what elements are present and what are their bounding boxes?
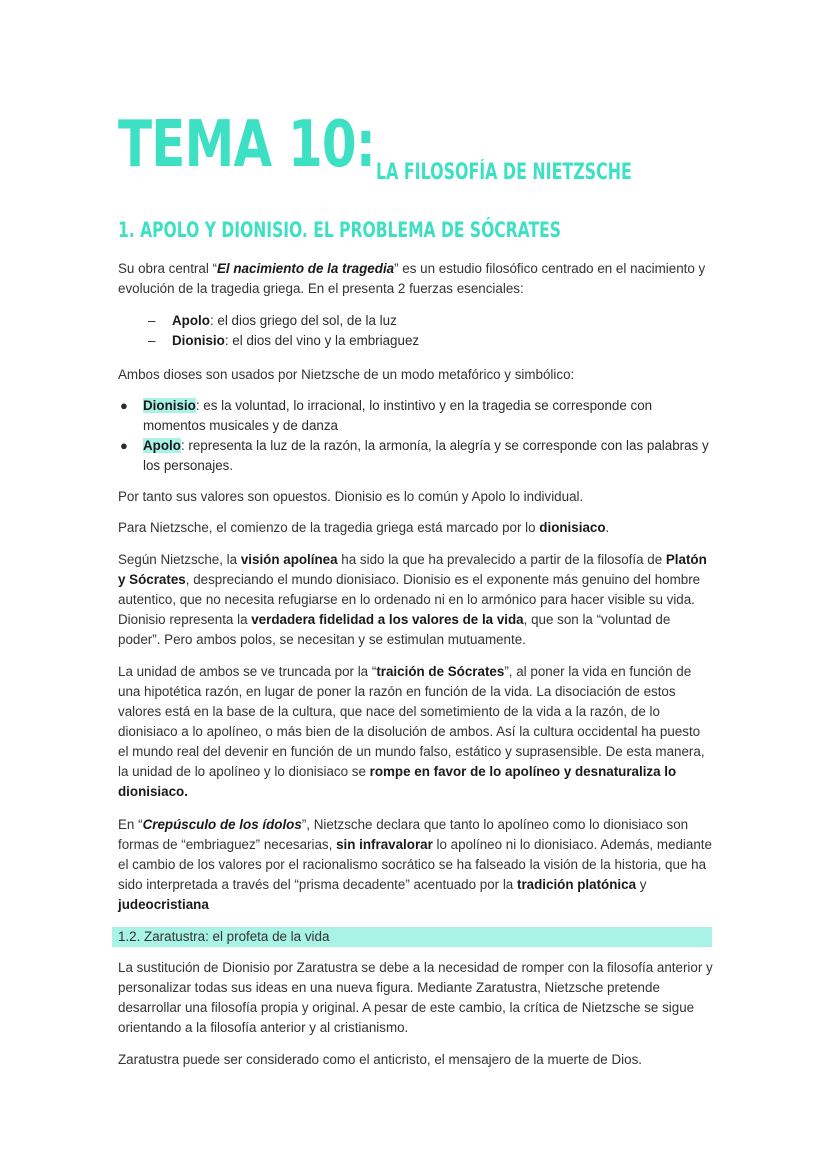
term: visión apolínea (240, 552, 338, 567)
paragraph-9: Zaratustra puede ser considerado como el anticristo, el mensajero de la muerte de Dios. (118, 1052, 642, 1067)
title-main: TEMA 10: (118, 108, 376, 182)
term: Platón y Sócrates (118, 552, 707, 587)
text: ”, al poner la vida en función de una hipotética razón, en lugar de poner la razón en función de la vida. La disociación de estos valores está en la base de la cultura, que nace del sometimiento de la vida a la razón, de lo dionisiaco a lo apolíneo, o más bien de la disolución de ambos. Así la cultura occidental ha puesto el mundo real del devenir en función de un mundo falso, estático y suprasensible. De esta manera, la unidad de lo apolíneo y lo dionisiaco se (118, 664, 705, 779)
paragraph-2: Ambos dioses son usados por Nietzsche de un modo metafórico y simbólico: (118, 367, 575, 382)
text: y (636, 877, 647, 892)
term: traición de Sócrates (376, 664, 505, 679)
term: rompe en favor de lo apolíneo y desnaturaliza lo dionisiaco. (118, 764, 677, 799)
title-subtitle: LA FILOSOFÍA DE NIETZSCHE (376, 160, 632, 185)
bullet-icon: ● (120, 398, 128, 413)
list-item (118, 436, 714, 476)
term: tradición platónica (516, 877, 637, 892)
paragraph-6 (118, 662, 714, 802)
dash-list (148, 311, 708, 351)
dash-mark: – (148, 313, 156, 328)
text: Su obra central “ (118, 261, 217, 276)
section-heading-1-2: 1.2. Zaratustra: el profeta de la vida (112, 927, 712, 947)
paragraph-intro (118, 259, 714, 299)
text: : es la voluntad, lo irracional, lo instintivo y en la tragedia se corresponde con momentos musicales y de danza (143, 398, 653, 433)
paragraph-8: La sustitución de Dionisio por Zaratustra se debe a la necesidad de romper con la filosofía anterior y personalizar todas sus ideas en una nueva figura. Mediante Zaratustra, Nietzsche pretende desarrollar una filosofía propia y original. A pesar de este cambio, la crítica de Nietzsche se sigue orientando a la filosofía anterior y al cristianismo. (118, 960, 713, 1035)
text: Según Nietzsche, la (118, 552, 241, 567)
term: Apolo (143, 438, 181, 453)
term: dionisiaco (539, 520, 606, 535)
book-title: El nacimiento de la tragedia (217, 261, 395, 276)
text: : representa la luz de la razón, la armonía, la alegría y se corresponde con las palabras y los personajes. (143, 438, 709, 473)
term: Dionisio (172, 333, 225, 348)
bullet-icon: ● (120, 438, 128, 453)
text: . (605, 520, 610, 535)
text: ” es un estudio filosófico centrado en el nacimiento y evolución de la tragedia griega. En el presenta 2 fuerzas esenciales: (118, 261, 706, 296)
text: : el dios del vino y la embriaguez (224, 333, 420, 348)
term: judeocristiana (118, 897, 209, 912)
term: Apolo (172, 313, 210, 328)
text: , que son la “voluntad de poder”. Pero ambos polos, se necesitan y se estimulan mutuamente. (118, 612, 671, 647)
term: Dionisio (143, 398, 196, 413)
dash-mark: – (148, 333, 156, 348)
paragraph-7 (118, 815, 714, 915)
list-item (148, 331, 708, 351)
text: ”, Nietzsche declara que tanto lo apolíneo como lo dionisiaco son formas de “embriaguez” necesarias, (118, 817, 689, 852)
section-heading-1: 1. APOLO Y DIONISIO. EL PROBLEMA DE SÓCRATES (118, 218, 561, 242)
term: verdadera fidelidad a los valores de la vida (251, 612, 524, 627)
bullet-list (118, 396, 714, 476)
list-item (148, 311, 708, 331)
document-title (118, 108, 632, 185)
list-item (118, 396, 714, 436)
text: : el dios griego del sol, de la luz (209, 313, 397, 328)
paragraph-4 (118, 518, 714, 538)
text: , despreciando el mundo dionisiaco. Dionisio es el exponente más genuino del hombre autentico, que no necesita refugiarse en lo ordenado ni en lo armónico para hacer visible su vida. Dionisio representa la (118, 572, 701, 627)
text: lo apolíneo ni lo dionisiaco. Además, mediante el cambio de los valores por el racionalismo socrático se ha falseado la visión de la historia, que ha sido interpretada a través del “prisma decadente” acentuado por la (118, 837, 712, 892)
text: La unidad de ambos se ve truncada por la “ (118, 664, 377, 679)
text: En “ (118, 817, 143, 832)
paragraph-3: Por tanto sus valores son opuestos. Dionisio es lo común y Apolo lo individual. (118, 489, 584, 504)
paragraph-5 (118, 550, 714, 650)
text: Para Nietzsche, el comienzo de la tragedia griega está marcado por lo (118, 520, 540, 535)
term: sin infravalorar (336, 837, 433, 852)
book-title: Crepúsculo de los ídolos (142, 817, 302, 832)
text: ha sido la que ha prevalecido a partir de la filosofía de (337, 552, 666, 567)
